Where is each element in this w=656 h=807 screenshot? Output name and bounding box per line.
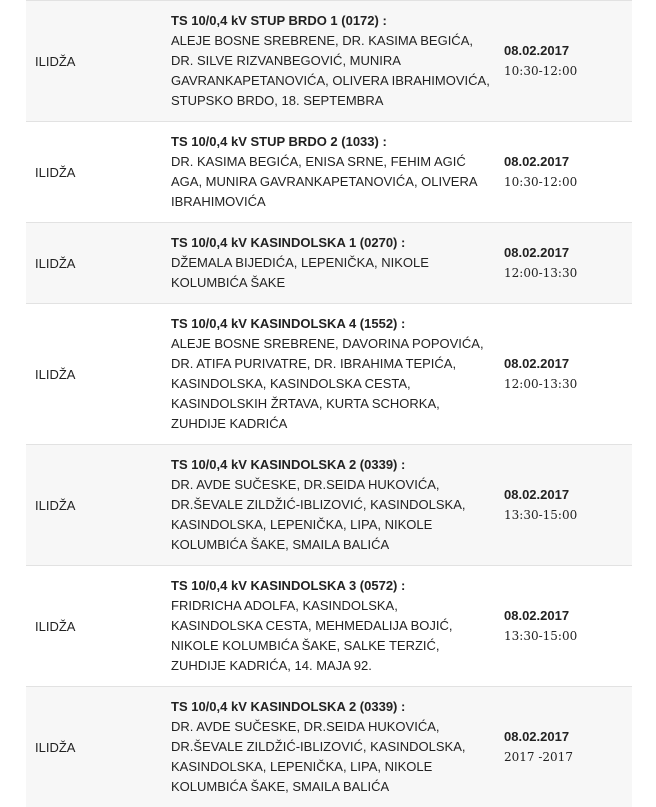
- details-cell: [164, 1, 494, 122]
- outage-date: 08.02.2017: [504, 606, 632, 626]
- outage-table-container: [26, 0, 632, 742]
- details-cell: [164, 445, 494, 566]
- outage-table-body: [26, 1, 632, 807]
- street-list: DŽEMALA BIJEDIĆA, LEPENIČKA, NIKOLE KOLUMBIĆA ŠAKE: [171, 253, 490, 293]
- outage-row: [26, 687, 632, 807]
- outage-time: 10:30-12:00: [504, 61, 632, 81]
- details-cell: [164, 687, 494, 807]
- municipality-cell: [26, 445, 164, 566]
- station-name: TS 10/0,4 kV STUP BRDO 2 (1033) :: [171, 132, 490, 152]
- outage-time: 13:30-15:00: [504, 505, 632, 525]
- schedule-cell: [494, 223, 632, 304]
- station-name: TS 10/0,4 kV KASINDOLSKA 2 (0339) :: [171, 455, 490, 475]
- outage-row: [26, 304, 632, 445]
- outage-row: [26, 445, 632, 566]
- outage-time: 10:30-12:00: [504, 172, 632, 192]
- municipality-cell: [26, 304, 164, 445]
- station-name: TS 10/0,4 kV KASINDOLSKA 3 (0572) :: [171, 576, 490, 596]
- outage-time: 13:30-15:00: [504, 626, 632, 646]
- outage-date: 08.02.2017: [504, 152, 632, 172]
- outage-table: [26, 0, 632, 807]
- outage-date: 08.02.2017: [504, 354, 632, 374]
- street-list: DR. AVDE SUČESKE, DR.SEIDA HUKOVIĆA, DR.ŠEVALE ZILDŽIĆ-IBLIZOVIĆ, KASINDOLSKA, KASINDOLSKA, LEPENIČKA, LIPA, NIKOLE KOLUMBIĆA ŠAKE, SMAILA BALIĆA: [171, 717, 490, 797]
- outage-date: 08.02.2017: [504, 485, 632, 505]
- municipality-label: ILIDŽA: [35, 740, 75, 755]
- schedule-cell: [494, 445, 632, 566]
- details-cell: [164, 122, 494, 223]
- outage-date: 08.02.2017: [504, 727, 632, 747]
- schedule-cell: [494, 687, 632, 807]
- schedule-cell: [494, 566, 632, 687]
- outage-row: [26, 223, 632, 304]
- municipality-cell: [26, 1, 164, 122]
- details-cell: [164, 223, 494, 304]
- municipality-cell: [26, 687, 164, 807]
- municipality-label: ILIDŽA: [35, 256, 75, 271]
- street-list: FRIDRICHA ADOLFA, KASINDOLSKA, KASINDOLSKA CESTA, MEHMEDALIJA BOJIĆ, NIKOLE KOLUMBIĆA ŠAKE, SALKE TERZIĆ, ZUHDIJE KADRIĆA, 14. MAJA 92.: [171, 596, 490, 676]
- street-list: ALEJE BOSNE SREBRENE, DR. KASIMA BEGIĆA, DR. SILVE RIZVANBEGOVIĆ, MUNIRA GAVRANKAPETANOVIĆA, OLIVERA IBRAHIMOVIĆA, STUPSKO BRDO, 18. SEPTEMBRA: [171, 31, 490, 111]
- schedule-cell: [494, 1, 632, 122]
- details-cell: [164, 566, 494, 687]
- municipality-label: ILIDŽA: [35, 498, 75, 513]
- station-name: TS 10/0,4 kV KASINDOLSKA 2 (0339) :: [171, 697, 490, 717]
- schedule-cell: [494, 122, 632, 223]
- municipality-label: ILIDŽA: [35, 165, 75, 180]
- outage-date: 08.02.2017: [504, 41, 632, 61]
- municipality-label: ILIDŽA: [35, 619, 75, 634]
- outage-row: [26, 566, 632, 687]
- municipality-label: ILIDŽA: [35, 54, 75, 69]
- outage-row: [26, 122, 632, 223]
- schedule-cell: [494, 304, 632, 445]
- station-name: TS 10/0,4 kV KASINDOLSKA 1 (0270) :: [171, 233, 490, 253]
- municipality-cell: [26, 223, 164, 304]
- station-name: TS 10/0,4 kV KASINDOLSKA 4 (1552) :: [171, 314, 490, 334]
- outage-time: 12:00-13:30: [504, 263, 632, 283]
- street-list: DR. KASIMA BEGIĆA, ENISA SRNE, FEHIM AGIĆ AGA, MUNIRA GAVRANKAPETANOVIĆA, OLIVERA IBRAHIMOVIĆA: [171, 152, 490, 212]
- outage-time: 12:00-13:30: [504, 374, 632, 394]
- details-cell: [164, 304, 494, 445]
- municipality-label: ILIDŽA: [35, 367, 75, 382]
- street-list: DR. AVDE SUČESKE, DR.SEIDA HUKOVIĆA, DR.ŠEVALE ZILDŽIĆ-IBLIZOVIĆ, KASINDOLSKA, KASINDOLSKA, LEPENIČKA, LIPA, NIKOLE KOLUMBIĆA ŠAKE, SMAILA BALIĆA: [171, 475, 490, 555]
- municipality-cell: [26, 566, 164, 687]
- outage-time: 2017 -2017: [504, 747, 632, 767]
- outage-row: [26, 1, 632, 122]
- street-list: ALEJE BOSNE SREBRENE, DAVORINA POPOVIĆA, DR. ATIFA PURIVATRE, DR. IBRAHIMA TEPIĆA, KASINDOLSKA, KASINDOLSKA CESTA, KASINDOLSKIH ŽRTAVA, KURTA SCHORKA, ZUHDIJE KADRIĆA: [171, 334, 490, 434]
- station-name: TS 10/0,4 kV STUP BRDO 1 (0172) :: [171, 11, 490, 31]
- outage-date: 08.02.2017: [504, 243, 632, 263]
- municipality-cell: [26, 122, 164, 223]
